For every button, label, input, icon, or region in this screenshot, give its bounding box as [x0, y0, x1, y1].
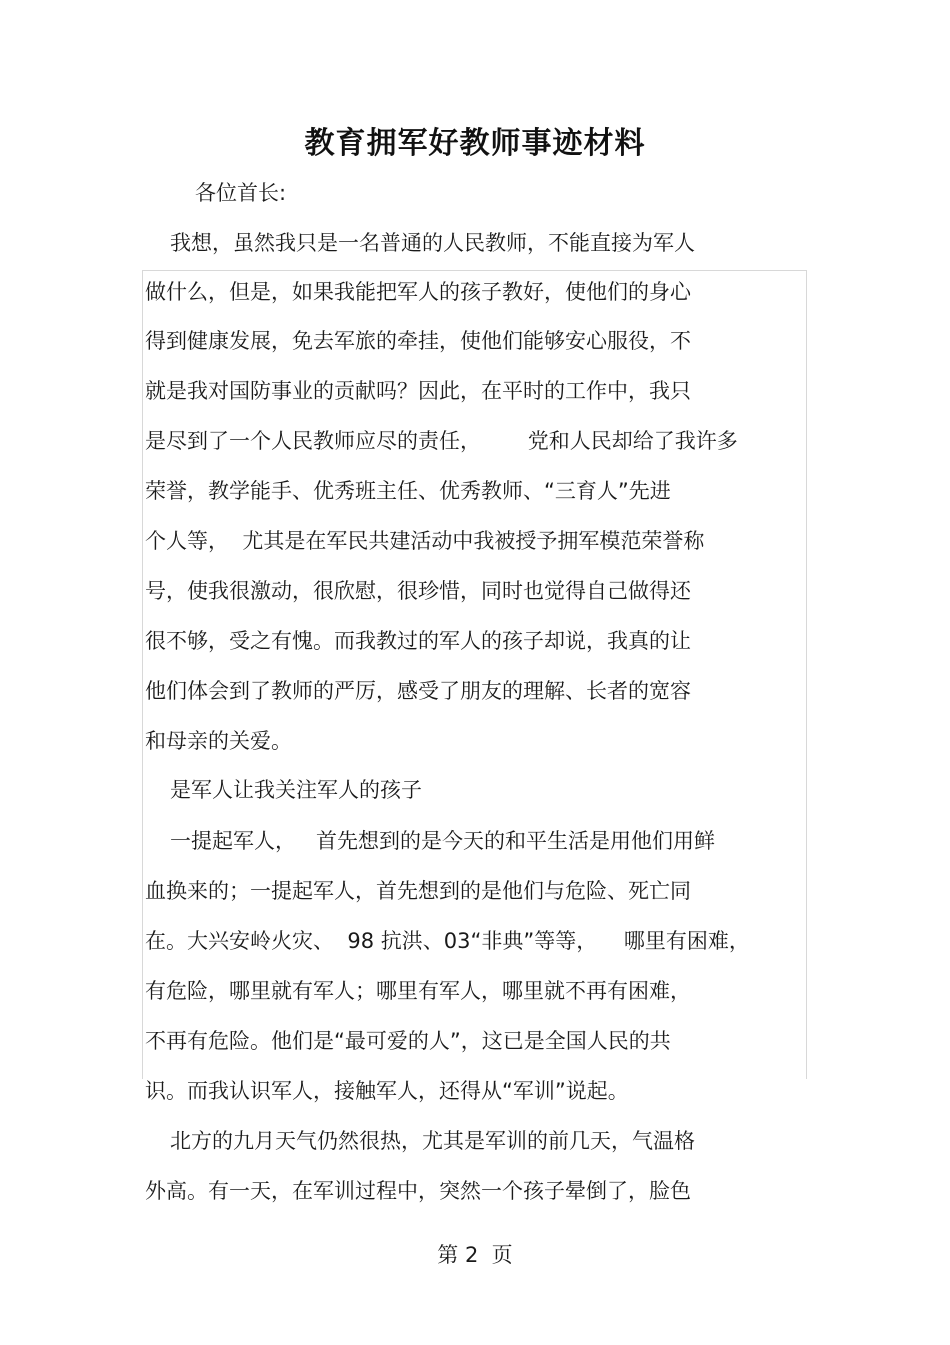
section-heading: 是军人让我关注军人的孩子	[170, 778, 422, 802]
text-line: 个人等， 尤其是在军民共建活动中我被授予拥军模范荣誉称	[145, 529, 705, 553]
text-line: 识。而我认识军人，接触军人，还得从“军训”说起。	[145, 1079, 629, 1103]
document-title: 教育拥军好教师事迹材料	[304, 126, 646, 161]
text-line: 是尽到了一个人民教师应尽的责任， 党和人民却给了我许多	[145, 429, 738, 453]
text-line: 得到健康发展，免去军旅的牵挂，使他们能够安心服役，不	[145, 329, 691, 353]
text-line: 在。大兴安岭火灾、 98 抗洪、03“非典”等等， 哪里有困难，	[145, 929, 750, 953]
text-line: 有危险，哪里就有军人；哪里有军人，哪里就不再有困难，	[145, 979, 691, 1003]
text-line: 和母亲的关爱。	[145, 729, 292, 753]
text-line: 北方的九月天气仍然很热，尤其是军训的前几天，气温格	[170, 1129, 695, 1153]
text-line: 一提起军人， 首先想到的是今天的和平生活是用他们用鲜	[170, 829, 716, 853]
text-line: 很不够，受之有愧。而我教过的军人的孩子却说，我真的让	[145, 629, 691, 653]
text-line: 荣誉，教学能手、优秀班主任、优秀教师、“三育人”先进	[145, 479, 671, 503]
text-line: 就是我对国防事业的贡献吗？因此，在平时的工作中，我只	[145, 379, 691, 403]
text-line: 外高。有一天，在军训过程中，突然一个孩子晕倒了，脸色	[145, 1179, 691, 1203]
text-line: 他们体会到了教师的严厉，感受了朋友的理解、长者的宽容	[145, 679, 691, 703]
page-number: 第 2 页	[437, 1243, 513, 1267]
text-line: 号，使我很激动，很欣慰，很珍惜，同时也觉得自己做得还	[145, 579, 691, 603]
text-line: 我想，虽然我只是一名普通的人民教师，不能直接为军人	[170, 231, 695, 255]
salutation: 各位首长:	[195, 181, 287, 205]
text-line: 不再有危险。他们是“最可爱的人”，这已是全国人民的共	[145, 1029, 671, 1053]
text-line: 做什么，但是，如果我能把军人的孩子教好，使他们的身心	[145, 280, 691, 304]
text-line: 血换来的；一提起军人，首先想到的是他们与危险、死亡同	[145, 879, 691, 903]
